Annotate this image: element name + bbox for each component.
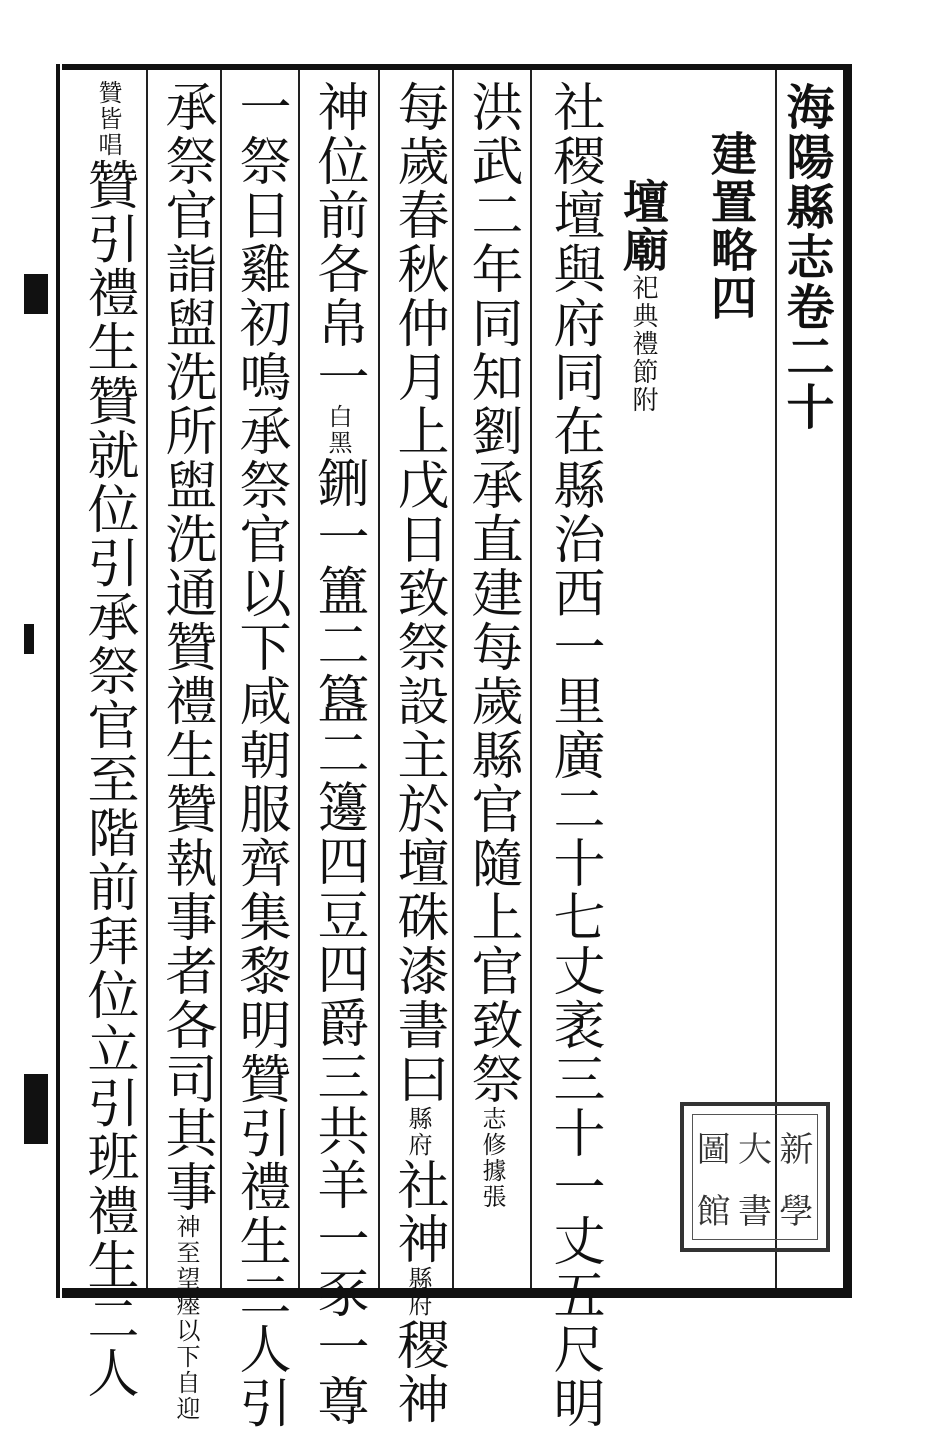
column-divider: [530, 70, 532, 1288]
section-title: 建置略四: [704, 130, 758, 322]
text-column-5: 一祭日雞初鳴承祭官以下咸朝服齊集黎明贊引禮生二人引: [230, 80, 290, 1430]
annotation-pair: [405, 1106, 430, 1158]
text-column-4: [308, 80, 368, 1428]
library-seal: [680, 1102, 830, 1252]
annotation-right: 皆唱: [94, 106, 122, 158]
text-column-3-part-c: 稷神: [388, 1318, 448, 1426]
text-column-6-main: 承祭官詣盥洗所盥洗通贊禮生贊執事者各司其事: [156, 80, 216, 1214]
frame-top-border: [62, 64, 852, 70]
text-column-4-part-a: 神位前各帛一: [308, 80, 368, 404]
subsection-note: 祀典禮節附: [628, 274, 658, 414]
text-column-6: [156, 80, 216, 1422]
annotation-pair: [479, 1106, 504, 1210]
seal-grid: [692, 1114, 818, 1240]
annotation-left: 縣: [404, 1266, 432, 1292]
annotation-right: 據張: [478, 1158, 506, 1210]
annotation-right: 黑: [324, 430, 352, 456]
margin-mark: [24, 274, 48, 314]
seal-character: 新: [779, 1129, 814, 1170]
text-column-3: [388, 80, 448, 1426]
annotation-pair: [325, 404, 350, 456]
adjacent-page-margin: [0, 64, 56, 1298]
column-divider: [220, 70, 222, 1288]
subsection-heading: [616, 178, 670, 414]
column-divider: [378, 70, 380, 1288]
annotation-right: 以下自迎: [172, 1318, 200, 1422]
annotation-left: 神至望瘞: [172, 1214, 200, 1318]
seal-character: 館: [696, 1191, 731, 1232]
frame-right-border: [843, 64, 852, 1298]
seal-character: 學: [779, 1191, 814, 1232]
seal-character: 大: [737, 1129, 772, 1170]
annotation-pair: [95, 80, 120, 158]
column-divider: [452, 70, 454, 1288]
subsection-title: 壇廟: [616, 178, 670, 274]
annotation-left: 白: [324, 404, 352, 430]
frame-left-border: [56, 64, 60, 1298]
annotation-right: 府: [404, 1292, 432, 1318]
annotation-right: 府: [404, 1132, 432, 1158]
annotation-pair: [405, 1266, 430, 1318]
annotation-left: 贊: [94, 80, 122, 106]
margin-mark: [24, 1074, 48, 1144]
seal-character: 圖: [696, 1129, 731, 1170]
seal-character: 書: [737, 1191, 772, 1232]
text-column-7-main: 贊引禮生贊就位引承祭官至階前拜位立引班禮生二人: [78, 158, 138, 1400]
annotation-left: 志修: [478, 1106, 506, 1158]
text-column-4-part-b: 鉶一簠二簋二籩四豆四爵三共羊一豕一尊: [308, 456, 368, 1428]
text-column-2: [462, 80, 522, 1210]
column-divider: [146, 70, 148, 1288]
text-column-3-part-a: 每歲春秋仲月上戊日致祭設主於壇硃漆書曰: [388, 80, 448, 1106]
annotation-left: 縣: [404, 1106, 432, 1132]
text-column-2-main: 洪武二年同知劉承直建每歲縣官隨上官致祭: [462, 80, 522, 1106]
column-divider: [298, 70, 300, 1288]
text-column-1: 社稷壇與府同在縣治西一里廣二十七丈袤三十一丈五尺明: [544, 80, 604, 1430]
margin-mark: [24, 624, 34, 654]
text-column-7: [78, 80, 138, 1400]
text-column-3-part-b: 社神: [388, 1158, 448, 1266]
annotation-pair: [173, 1214, 198, 1422]
volume-title: 海陽縣志卷二十: [778, 82, 834, 432]
